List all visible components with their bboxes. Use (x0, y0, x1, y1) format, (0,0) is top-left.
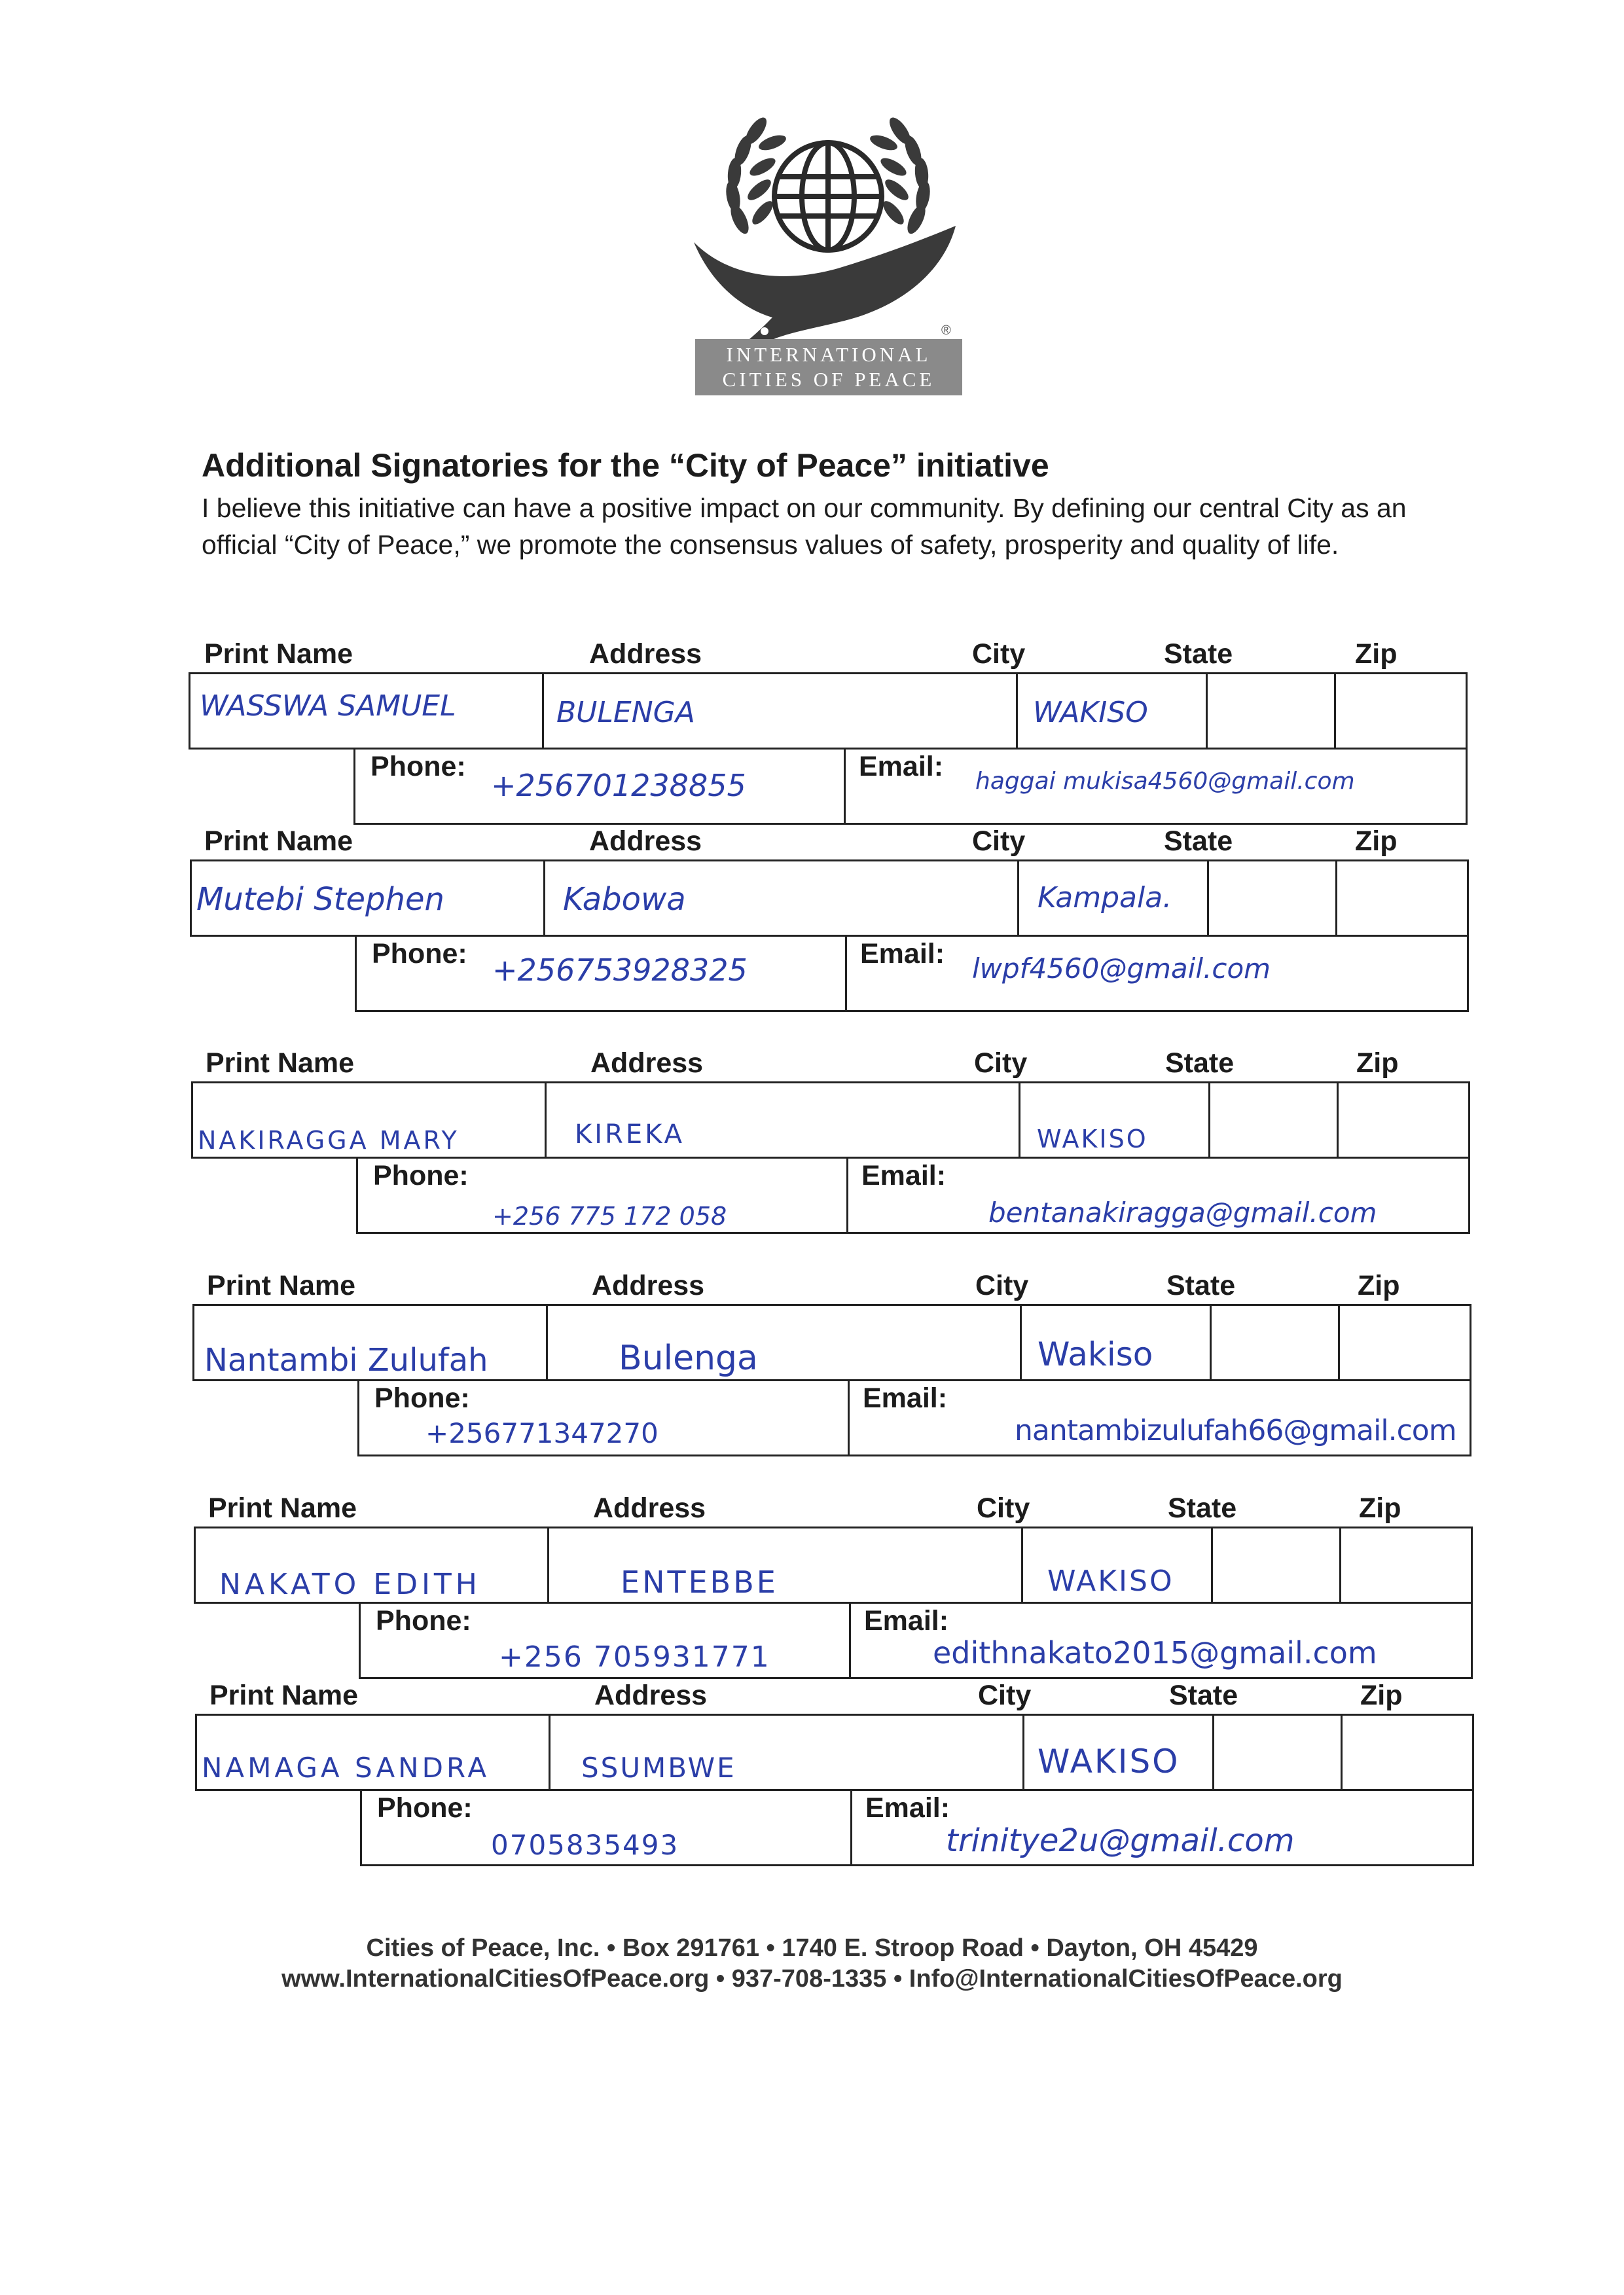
intro-paragraph: I believe this initiative can have a positive impact on our community. By defining our central City as an official “City of Peace,” we promote the consensus values of safety, prosperity and quality of life. (202, 493, 1407, 560)
signatory-block (0, 1492, 1624, 1682)
signatory-phone: +256753928325 (492, 952, 748, 988)
address-label: Address (594, 1680, 708, 1711)
signatory-phone: 0705835493 (491, 1829, 679, 1861)
divider (845, 935, 847, 1012)
phone-label: Phone: (370, 751, 466, 782)
divider (1339, 1527, 1341, 1604)
signatory-address: KIREKA (575, 1119, 685, 1149)
address-label: Address (592, 1270, 705, 1301)
divider (849, 1602, 851, 1679)
signatory-name: NAKATO EDITH (219, 1568, 481, 1601)
email-label: Email: (861, 1160, 947, 1191)
phone-label: Phone: (372, 938, 467, 969)
divider (1022, 1714, 1024, 1791)
address-label: Address (593, 1492, 706, 1524)
signatory-city: WAKISO (1038, 1743, 1180, 1780)
address-label: Address (590, 1047, 704, 1079)
print-name-label: Print Name (209, 1680, 359, 1711)
divider (1335, 859, 1337, 937)
phone-label: Phone: (373, 1160, 469, 1191)
signatory-phone: +256701238855 (491, 768, 746, 803)
divider (1212, 1714, 1214, 1791)
divider (1206, 672, 1208, 750)
signatory-address: ENTEBBE (621, 1564, 778, 1600)
signatory-city: WAKISO (1047, 1564, 1174, 1598)
signatory-email: bentanakiragga@gmail.com (988, 1197, 1377, 1229)
city-label: City (975, 1270, 1029, 1301)
signatory-email: trinitye2u@gmail.com (946, 1822, 1295, 1859)
signatory-address: Bulenga (619, 1339, 758, 1378)
footer-contact: www.InternationalCitiesOfPeace.org • 937-708-1335 • Info@InternationalCitiesOfPeace.org (281, 1965, 1343, 1993)
signatory-name: NAKIRAGGA MARY (198, 1126, 460, 1155)
divider (1338, 1304, 1340, 1381)
signatory-phone: +256 775 172 058 (492, 1202, 727, 1231)
signatory-address: BULENGA (556, 696, 695, 729)
logo-wordmark (695, 339, 962, 395)
registered-mark: ® (941, 323, 951, 338)
signatory-name: Nantambi Zulufah (204, 1342, 488, 1379)
page-title: Additional Signatories for the “City of Peace” initiative (202, 447, 1049, 484)
state-label: State (1168, 1492, 1237, 1524)
zip-label: Zip (1355, 638, 1398, 670)
divider (1020, 1304, 1022, 1381)
divider (543, 859, 545, 937)
signatory-block (0, 825, 1624, 1015)
divider (1019, 1081, 1020, 1159)
divider (1207, 859, 1209, 937)
phone-label: Phone: (376, 1605, 471, 1636)
signatory-address: SSUMBWE (581, 1752, 736, 1784)
signatory-block (0, 1047, 1624, 1237)
logo-line2: CITIES OF PEACE (722, 368, 935, 391)
signatory-address: Kabowa (563, 881, 686, 918)
signatory-city: Wakiso (1038, 1335, 1153, 1373)
email-label: Email: (865, 1792, 950, 1824)
divider (844, 748, 846, 825)
signatory-phone: +256 705931771 (499, 1640, 770, 1674)
print-name-label: Print Name (208, 1492, 357, 1524)
signatory-name: WASSWA SAMUEL (200, 689, 456, 723)
address-label: Address (589, 825, 702, 857)
state-label: State (1169, 1680, 1238, 1711)
divider (1208, 1081, 1210, 1159)
divider (1211, 1527, 1213, 1604)
signatory-email: lwpf4560@gmail.com (972, 952, 1271, 985)
divider (547, 1527, 549, 1604)
zip-label: Zip (1359, 1492, 1401, 1524)
zip-label: Zip (1358, 1270, 1400, 1301)
divider (1337, 1081, 1339, 1159)
state-label: State (1164, 825, 1233, 857)
signatory-block (0, 638, 1624, 828)
signatory-city: WAKISO (1037, 1125, 1148, 1153)
phone-label: Phone: (374, 1382, 470, 1414)
signatory-name: Mutebi Stephen (196, 881, 444, 918)
divider (1021, 1527, 1023, 1604)
divider (848, 1379, 850, 1456)
signatory-email: haggai mukisa4560@gmail.com (975, 768, 1355, 795)
divider (1210, 1304, 1212, 1381)
divider (542, 672, 544, 750)
city-label: City (972, 825, 1026, 857)
divider (545, 1081, 547, 1159)
divider (549, 1714, 550, 1791)
email-label: Email: (863, 1382, 948, 1414)
state-label: State (1166, 1270, 1236, 1301)
divider (1017, 859, 1019, 937)
city-label: City (978, 1680, 1032, 1711)
state-label: State (1164, 638, 1233, 670)
email-label: Email: (864, 1605, 949, 1636)
signatory-email: edithnakato2015@gmail.com (933, 1635, 1377, 1671)
signatory-phone: +256771347270 (425, 1417, 659, 1449)
signatory-name: NAMAGA SANDRA (202, 1752, 490, 1784)
divider (850, 1789, 852, 1866)
zip-label: Zip (1355, 825, 1398, 857)
email-label: Email: (859, 751, 944, 782)
print-name-label: Print Name (207, 1270, 356, 1301)
zip-label: Zip (1360, 1680, 1403, 1711)
city-label: City (977, 1492, 1030, 1524)
print-name-label: Print Name (204, 638, 353, 670)
signatory-city: Kampala. (1038, 881, 1172, 914)
footer-address: Cities of Peace, Inc. • Box 291761 • 1740 E. Stroop Road • Dayton, OH 45429 (366, 1934, 1258, 1962)
signatory-city: WAKISO (1033, 696, 1148, 729)
signatory-block (0, 1270, 1624, 1460)
divider (846, 1157, 848, 1234)
divider (1016, 672, 1018, 750)
city-label: City (972, 638, 1026, 670)
phone-label: Phone: (377, 1792, 473, 1824)
signatory-email: nantambizulufah66@gmail.com (1015, 1414, 1456, 1447)
divider (546, 1304, 548, 1381)
divider (1341, 1714, 1343, 1791)
print-name-label: Print Name (206, 1047, 355, 1079)
print-name-label: Print Name (204, 825, 353, 857)
logo-line1: INTERNATIONAL (726, 343, 931, 366)
signatory-block (0, 1680, 1624, 1870)
zip-label: Zip (1356, 1047, 1399, 1079)
city-label: City (974, 1047, 1028, 1079)
email-label: Email: (860, 938, 945, 969)
address-label: Address (589, 638, 702, 670)
divider (1334, 672, 1336, 750)
state-label: State (1165, 1047, 1235, 1079)
